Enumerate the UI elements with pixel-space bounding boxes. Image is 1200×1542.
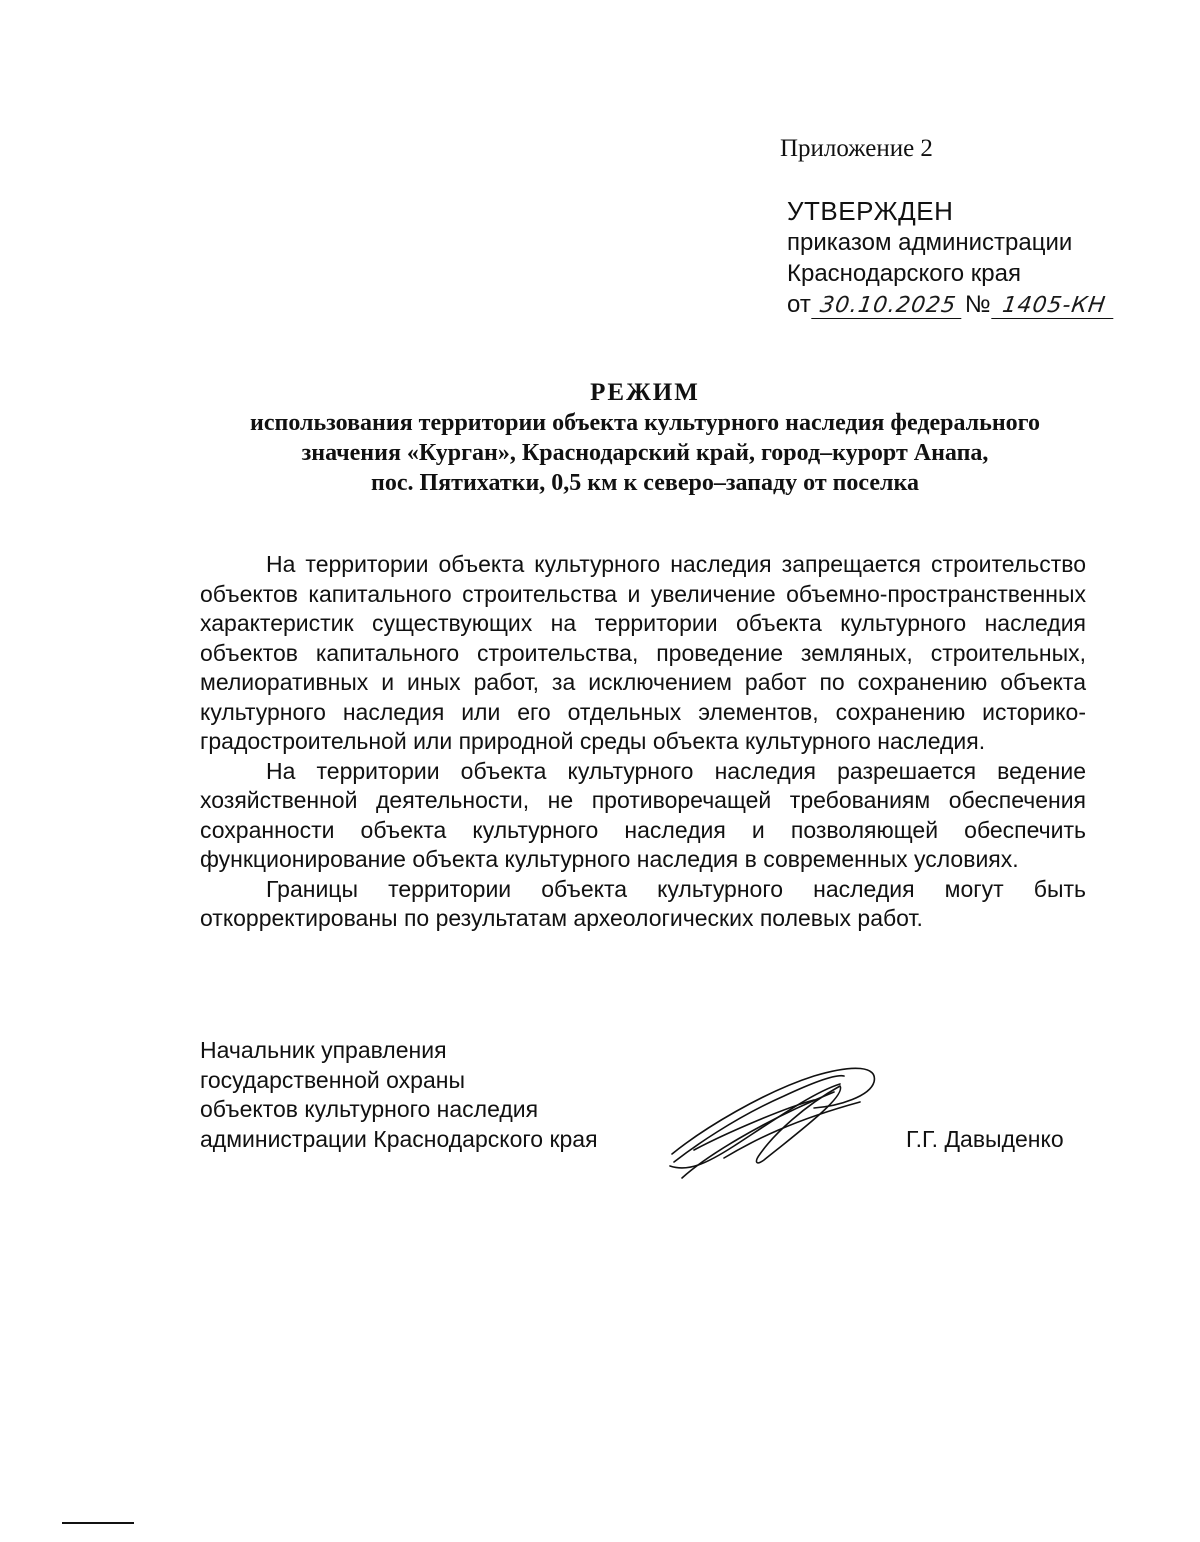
approval-heading: УТВЕРЖДЕН <box>787 196 954 226</box>
signer-name: Г.Г. Давыденко <box>906 1126 1064 1152</box>
scan-margin-mark <box>62 1522 134 1524</box>
handwritten-signature <box>664 1062 880 1180</box>
signer-position-line: администрации Краснодарского края <box>200 1125 598 1152</box>
order-number-handwritten: 1405-КН <box>991 294 1117 319</box>
attachment-label: Приложение 2 <box>780 135 933 162</box>
date-prefix: от <box>787 291 811 318</box>
body-paragraph: На территории объекта культурного наследия запрещается строительство объектов капитального строительства и увеличение объемно-пространственных характеристик существующих на территории объекта культурного наследия объектов капитального строительства, проведение земляных, строительных, мелиоративных и иных работ, за исключением работ по сохранению объекта культурного наследия или его отдельных элементов, сохранению историко-градостроительной или природной среды объекта культурного наследия. <box>200 551 1086 754</box>
signer-position-line: государственной охраны <box>200 1066 465 1093</box>
body-paragraph: Границы территории объекта культурного наследия могут быть откорректированы по результатам археологических полевых работ. <box>200 875 1086 931</box>
order-date-number-line <box>787 289 1115 320</box>
title-line-1: использования территории объекта культурного наследия федерального <box>250 410 1040 436</box>
number-prefix: № <box>964 291 991 318</box>
signer-position-line: Начальник управления <box>200 1037 447 1063</box>
document-body <box>200 550 1086 934</box>
title-line-2: значения «Курган», Краснодарский край, город–курорт Анапа, <box>301 440 989 466</box>
signer-position-line: объектов культурного наследия <box>200 1096 539 1122</box>
approval-line-2: Краснодарского края <box>787 260 1021 287</box>
approval-line-1: приказом администрации <box>787 229 1073 256</box>
approval-stamp <box>787 196 1115 320</box>
body-paragraph: На территории объекта культурного наследия разрешается ведение хозяйственной деятельности, не противоречащей требованиям обеспечения сохранности объекта культурного наследия и позволяющей обеспечить функционирование объекта культурного наследия в современных условиях. <box>200 757 1086 872</box>
title-main: РЕЖИМ <box>590 379 700 406</box>
title-line-3: пос. Пятихатки, 0,5 км к северо–западу от поселка <box>371 470 919 496</box>
document-title <box>150 378 1140 498</box>
signer-position <box>200 1036 598 1154</box>
order-date-handwritten: 30.10.2025 <box>811 294 965 319</box>
